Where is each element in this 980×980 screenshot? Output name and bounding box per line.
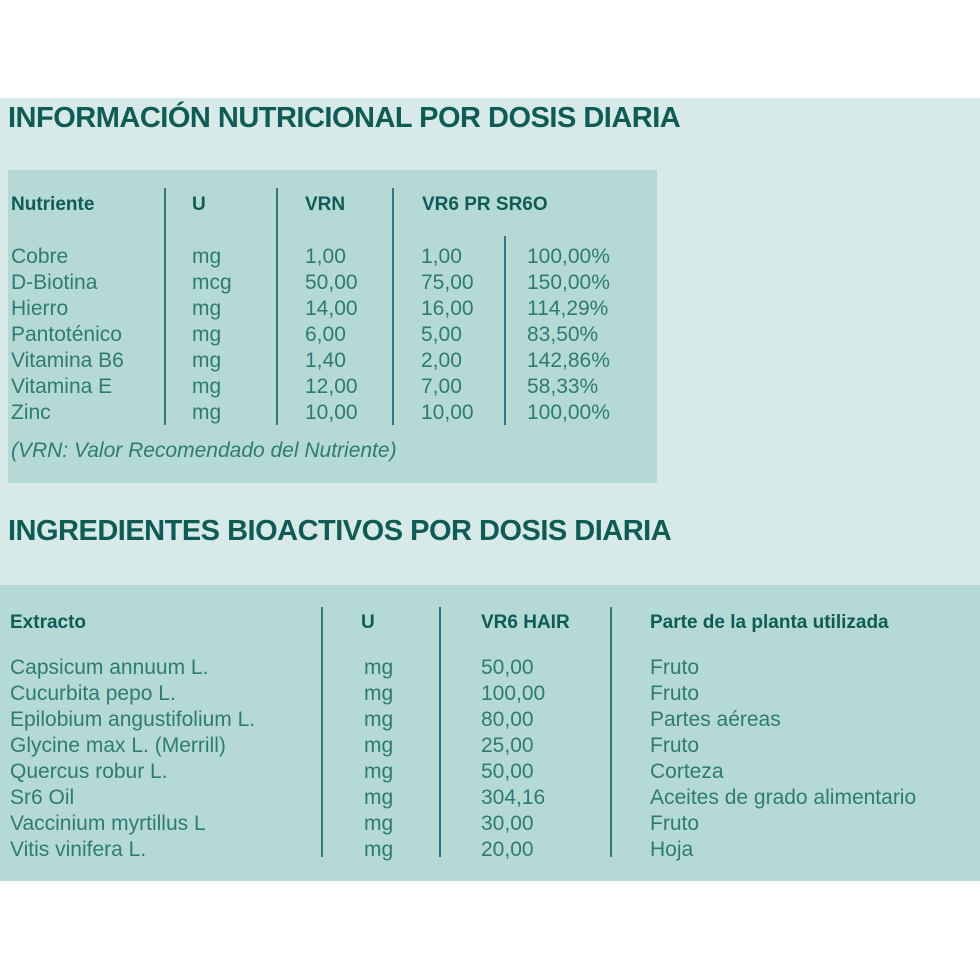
extract-plant-part: Corteza (650, 760, 724, 783)
table-row (0, 733, 980, 759)
column-divider (610, 607, 612, 857)
table-row (8, 244, 657, 270)
nutrient-percent: 114,29% (527, 297, 609, 320)
extract-amount: 25,00 (481, 734, 534, 757)
extract-plant-part: Fruto (650, 812, 700, 835)
extract-unit: mg (364, 760, 394, 783)
nutrient-percent: 142,86% (527, 349, 610, 372)
nutrition-table (8, 170, 657, 483)
extract-name: Quercus robur L. (10, 760, 168, 783)
nutrient-vr6: 2,00 (421, 349, 462, 372)
nutrient-percent: 83,50% (527, 323, 599, 346)
nutrient-unit: mg (192, 349, 222, 372)
header-vr6-hair: VR6 HAIR (481, 612, 570, 633)
extract-name: Epilobium angustifolium L. (10, 708, 256, 731)
nutrition-section-title: INFORMACIÓN NUTRICIONAL POR DOSIS DIARIA (8, 102, 681, 134)
extract-name: Vitis vinifera L. (10, 838, 147, 861)
nutrient-unit: mg (192, 297, 222, 320)
nutrient-vr6: 7,00 (421, 375, 462, 398)
nutrient-vr6: 5,00 (421, 323, 462, 346)
nutrient-percent: 58,33% (527, 375, 599, 398)
nutrient-vrn: 50,00 (305, 271, 358, 294)
ingredients-table (0, 585, 980, 881)
header-nutriente: Nutriente (11, 194, 95, 215)
nutrient-vrn: 12,00 (305, 375, 358, 398)
header-vrn: VRN (305, 194, 346, 215)
column-divider (164, 188, 166, 425)
extract-amount: 50,00 (481, 760, 534, 783)
nutrient-name: Vitamina E (11, 375, 113, 398)
extract-unit: mg (364, 838, 394, 861)
nutrient-vr6: 1,00 (421, 245, 462, 268)
extract-unit: mg (364, 786, 394, 809)
extract-amount: 30,00 (481, 812, 534, 835)
nutrient-unit: mg (192, 323, 222, 346)
column-divider (276, 188, 278, 425)
table-row (8, 296, 657, 322)
table-row (0, 759, 980, 785)
header-plant-part: Parte de la planta utilizada (650, 612, 889, 633)
column-divider (439, 607, 441, 857)
nutrient-vrn: 14,00 (305, 297, 358, 320)
extract-plant-part: Fruto (650, 734, 700, 757)
nutrition-table-body (8, 244, 657, 426)
extract-name: Glycine max L. (Merrill) (10, 734, 226, 757)
extract-plant-part: Fruto (650, 682, 700, 705)
column-divider (321, 607, 323, 857)
nutrition-table-header-row (8, 192, 657, 218)
nutrient-unit: mg (192, 375, 222, 398)
ingredients-table-header-row (0, 610, 980, 636)
table-row (8, 270, 657, 296)
header-unit: U (192, 194, 206, 215)
extract-amount: 100,00 (481, 682, 546, 705)
extract-unit: mg (364, 708, 394, 731)
table-row (0, 837, 980, 863)
nutrient-name: Pantoténico (11, 323, 122, 346)
extract-unit: mg (364, 812, 394, 835)
extract-amount: 304,16 (481, 786, 546, 809)
extract-plant-part: Aceites de grado alimentario (650, 786, 917, 809)
vrn-footnote: (VRN: Valor Recomendado del Nutriente) (11, 439, 397, 462)
nutrient-vr6: 10,00 (421, 401, 474, 424)
nutrient-vr6: 75,00 (421, 271, 474, 294)
nutrient-vrn: 6,00 (305, 323, 346, 346)
header-vr6-pr-sr6o: VR6 PR SR6O (422, 194, 548, 215)
extract-unit: mg (364, 734, 394, 757)
nutrient-unit: mg (192, 401, 222, 424)
nutrient-vrn: 10,00 (305, 401, 358, 424)
table-row (0, 681, 980, 707)
extract-plant-part: Fruto (650, 656, 700, 679)
table-row (8, 374, 657, 400)
nutrient-vrn: 1,00 (305, 245, 346, 268)
header-extracto: Extracto (10, 612, 87, 633)
table-row (8, 348, 657, 374)
nutrient-unit: mg (192, 245, 222, 268)
nutrient-vrn: 1,40 (305, 349, 346, 372)
nutrient-name: D-Biotina (11, 271, 98, 294)
extract-amount: 80,00 (481, 708, 534, 731)
nutrient-unit: mcg (192, 271, 232, 294)
extract-unit: mg (364, 656, 394, 679)
extract-amount: 50,00 (481, 656, 534, 679)
extract-name: Cucurbita pepo L. (10, 682, 176, 705)
nutrient-name: Cobre (11, 245, 69, 268)
table-row (0, 707, 980, 733)
nutrient-percent: 100,00% (527, 401, 610, 424)
table-row (0, 655, 980, 681)
extract-name: Capsicum annuum L. (10, 656, 209, 679)
column-divider (392, 188, 394, 425)
table-row (0, 811, 980, 837)
ingredients-table-body (0, 655, 980, 863)
extract-unit: mg (364, 682, 394, 705)
nutrient-name: Hierro (11, 297, 69, 320)
ingredients-section-title: INGREDIENTES BIOACTIVOS POR DOSIS DIARIA (8, 515, 672, 547)
nutrient-percent: 100,00% (527, 245, 610, 268)
header-unit: U (361, 612, 375, 633)
extract-plant-part: Hoja (650, 838, 694, 861)
extract-name: Vaccinium myrtillus L (10, 812, 206, 835)
nutrient-percent: 150,00% (527, 271, 610, 294)
table-row (8, 322, 657, 348)
table-row (8, 400, 657, 426)
nutrient-vr6: 16,00 (421, 297, 474, 320)
column-divider (504, 236, 506, 425)
extract-amount: 20,00 (481, 838, 534, 861)
extract-plant-part: Partes aéreas (650, 708, 781, 731)
table-row (0, 785, 980, 811)
nutrient-name: Zinc (11, 401, 51, 424)
nutrient-name: Vitamina B6 (11, 349, 124, 372)
extract-name: Sr6 Oil (10, 786, 75, 809)
